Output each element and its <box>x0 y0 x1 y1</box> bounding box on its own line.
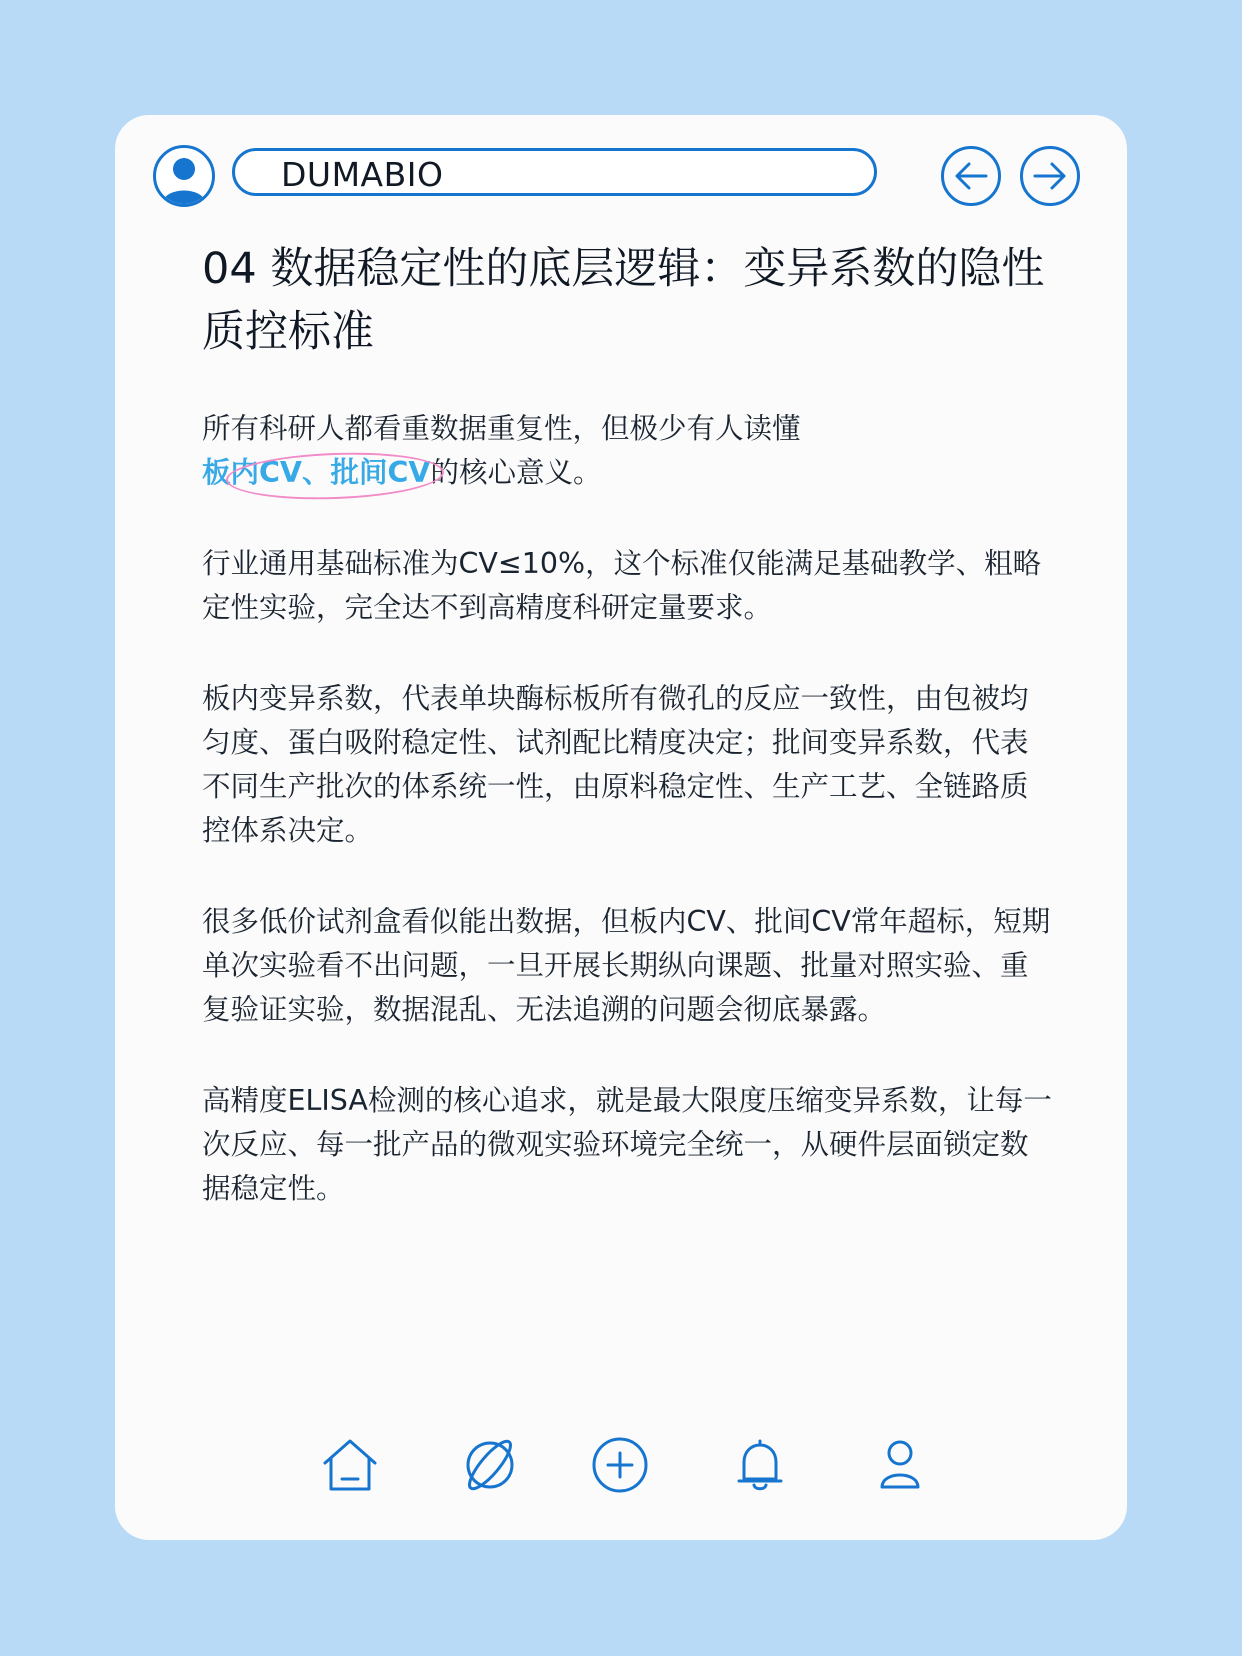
paragraph-1-lead: 所有科研人都看重数据重复性，但极少有人读懂 <box>202 412 801 445</box>
article-body <box>202 407 1052 1258</box>
arrow-left-icon[interactable] <box>940 145 1002 207</box>
profile-icon[interactable] <box>870 1435 930 1495</box>
paragraph-1 <box>202 407 1052 495</box>
arrow-right-icon[interactable] <box>1019 145 1081 207</box>
article-title: 04 数据稳定性的底层逻辑：变异系数的隐性质控标准 <box>202 244 1045 357</box>
paragraph-3: 板内变异系数，代表单块酶标板所有微孔的反应一致性，由包被均匀度、蛋白吸附稳定性、试剂配比精度决定；批间变异系数，代表不同生产批次的体系统一性，由原料稳定性、生产工艺、全链路质控体系决定。 <box>202 682 1029 847</box>
top-bar <box>153 145 1088 207</box>
content-card <box>115 115 1127 1540</box>
search-bar[interactable] <box>232 148 877 196</box>
home-icon[interactable] <box>320 1435 380 1495</box>
paragraph-5: 高精度ELISA检测的核心追求，就是最大限度压缩变异系数，让每一次反应、每一批产品的微观实验环境完全统一，从硬件层面锁定数据稳定性。 <box>202 1084 1052 1205</box>
paragraph-2: 行业通用基础标准为CV≤10%，这个标准仅能满足基础教学、粗略定性实验，完全达不到高精度科研定量要求。 <box>202 547 1042 624</box>
add-circle-icon[interactable] <box>590 1435 650 1495</box>
planet-icon[interactable] <box>460 1435 520 1495</box>
paragraph-4: 很多低价试剂盒看似能出数据，但板内CV、批间CV常年超标，短期单次实验看不出问题，一旦开展长期纵向课题、批量对照实验、重复验证实验，数据混乱、无法追溯的问题会彻底暴露。 <box>202 905 1051 1026</box>
bell-icon[interactable] <box>730 1435 790 1495</box>
user-avatar-icon[interactable] <box>153 145 215 207</box>
search-text: DUMABIO <box>281 155 444 194</box>
bottom-navigation <box>115 1435 1127 1505</box>
highlight-wrapper <box>202 451 430 495</box>
paragraph-1-tail: 的核心意义。 <box>430 456 602 489</box>
highlight-text: 板内CV、批间CV <box>202 456 431 489</box>
